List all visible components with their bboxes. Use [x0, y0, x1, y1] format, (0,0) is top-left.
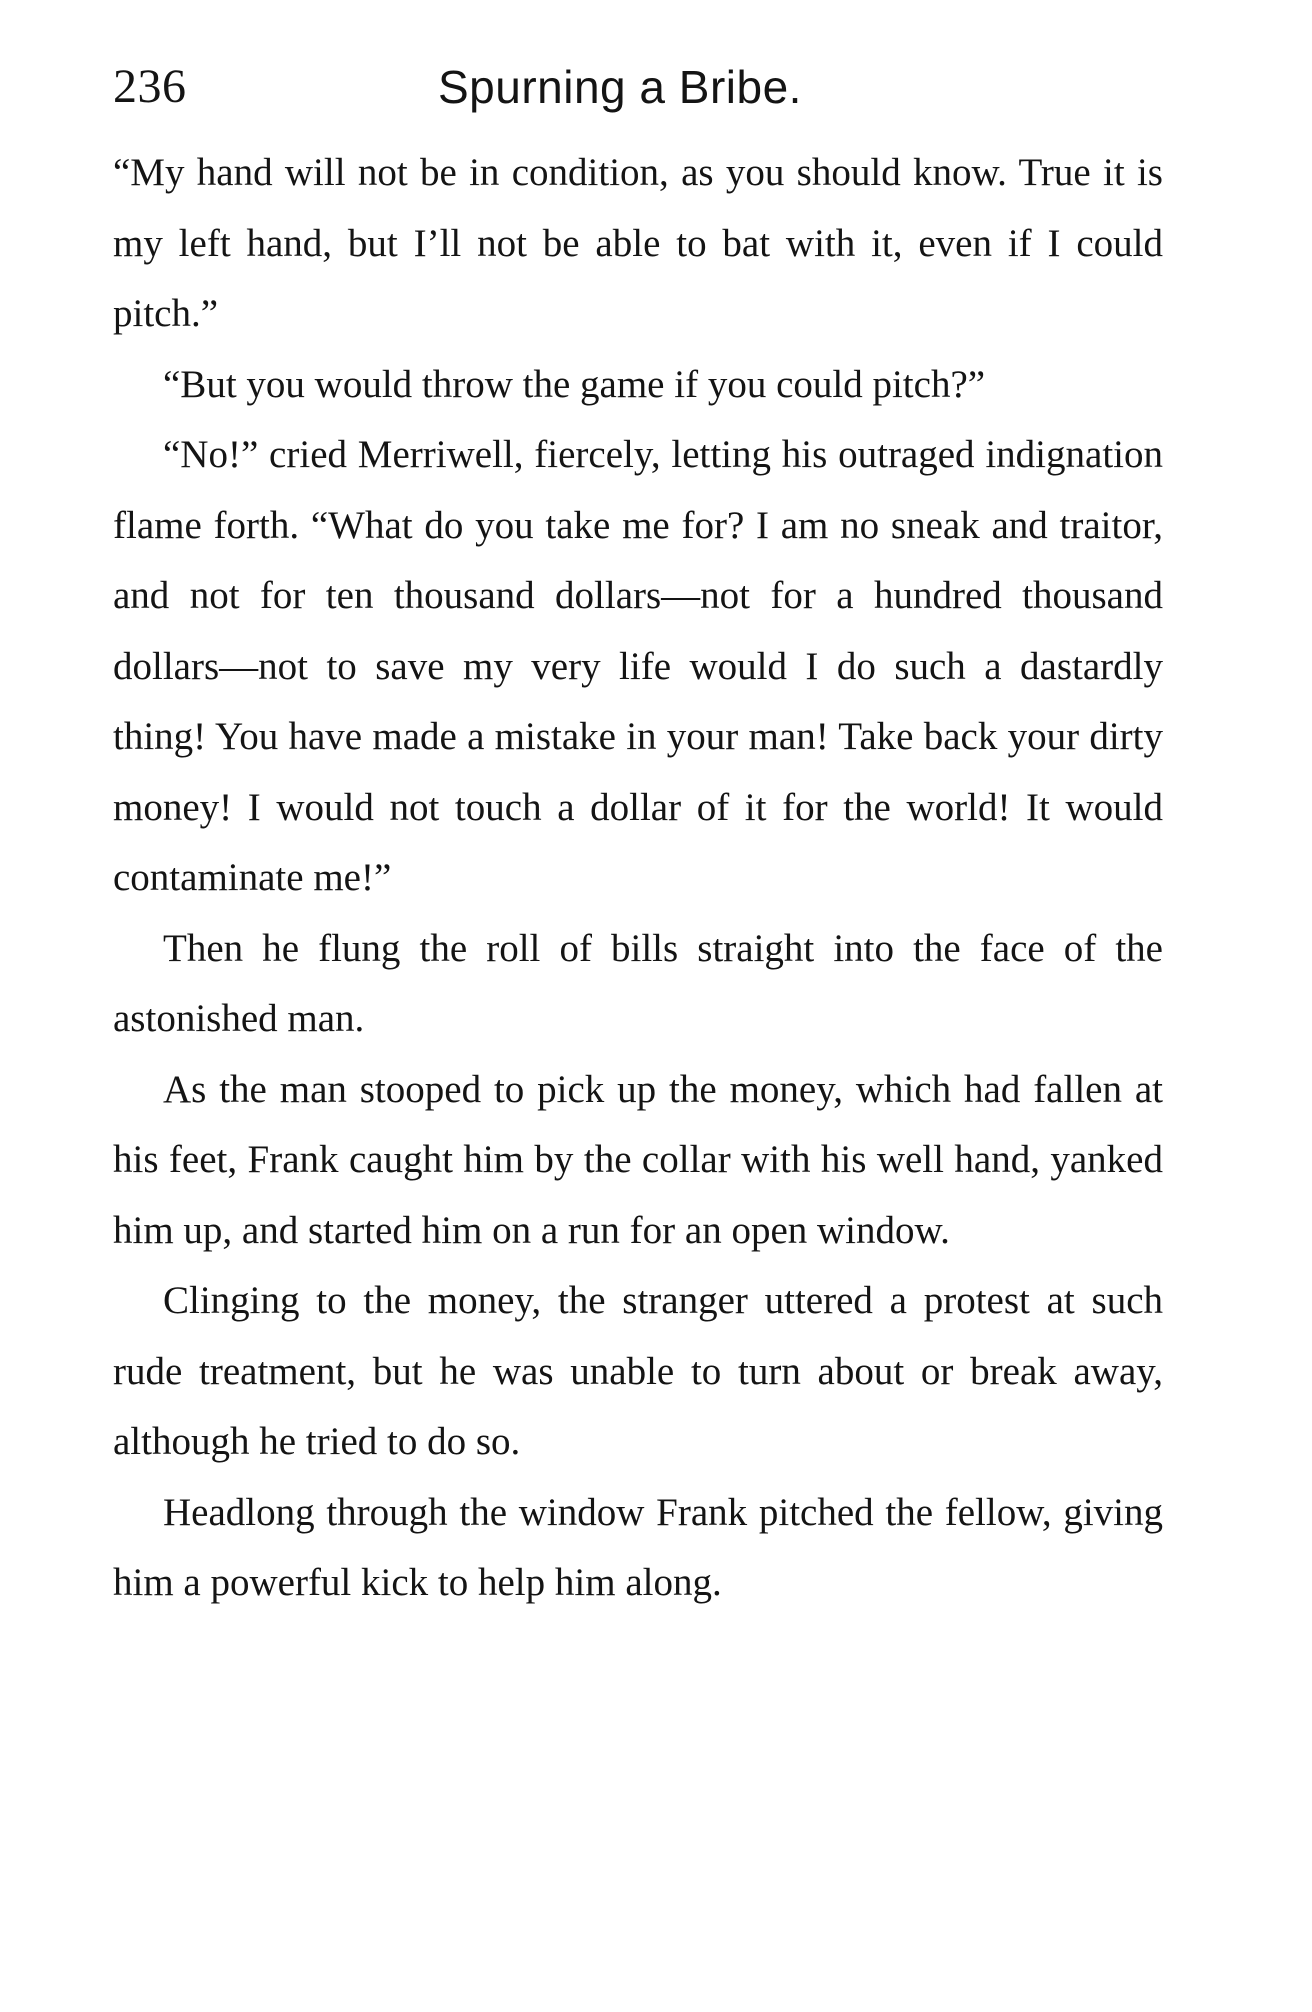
paragraph-2: “But you would throw the game if you could pitch?”: [163, 362, 986, 406]
running-title: Spurning a Bribe.: [438, 61, 802, 113]
page-header: [113, 52, 1213, 122]
paragraph-6: Clinging to the money, the stranger uttered a protest at such rude treatment, but he was unable to turn about or break away, although he tried to do so.: [113, 1279, 1163, 1463]
paragraph-3: “No!” cried Merriwell, fiercely, letting his outraged indignation flame forth. “What do you take me for? I am no sneak and traitor, and not for ten thousand dollars—not for a hundred thousand dollars—not to save my very life would I do such a dastardly thing! You have made a mistake in your man! Take back your dirty money! I would not touch a dollar of it for the world! It would contaminate me!”: [113, 433, 1163, 899]
page-number: 236: [113, 60, 187, 113]
paragraph-7: Headlong through the window Frank pitched the fellow, giving him a powerful kick to help him along.: [113, 1490, 1163, 1604]
paragraph-5: As the man stooped to pick up the money, which had fallen at his feet, Frank caught him by the collar with his well hand, yanked him up, and started him on a run for an open window.: [113, 1067, 1163, 1252]
paragraph-1: “My hand will not be in condition, as you should know. True it is my left hand, but I’ll not be able to bat with it, even if I could pitch.”: [113, 151, 1163, 335]
page-body: [113, 138, 1163, 1619]
paragraph-4: Then he flung the roll of bills straight into the face of the astonished man.: [113, 926, 1163, 1040]
